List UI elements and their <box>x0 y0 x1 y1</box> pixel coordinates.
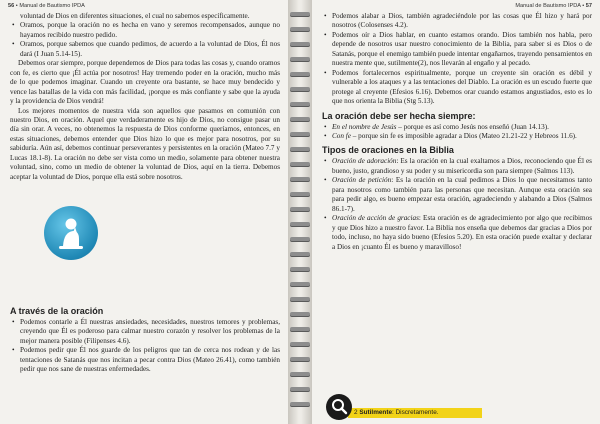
binding-ring <box>290 87 310 91</box>
bullet-item: • Podemos contarle a Él nuestras ansiedades, necesidades, nuestros temores y problemas, creyendo que Él es poderoso para calmar nuestro corazón y resolver los problemas de la mejor manera posible (Filipenses 4.6). <box>10 318 280 346</box>
bullet-text: : Es la oración en la cual pedimos a Dios lo que necesitamos tanto para nosotros como también para las personas que necesitan. Aunque esta oración sea para pedir algo, es bueno empezar esta oración, agradeciendo y alabando a Dios (Salmos 86.1-7). <box>332 176 592 213</box>
left-page <box>0 0 288 424</box>
left-page-header: 56 • Manual de Bautismo IPDA <box>8 3 85 9</box>
section-title: La oración debe ser hecha siempre: <box>322 110 476 121</box>
left-text-block <box>10 12 280 224</box>
paragraph: Debemos orar siempre, porque dependemos de Dios para todas las cosas y, cuando oramos con fe, es cierto que ¡Él actúa por nosotros! Hay tremendo poder en la oración, mucho más de lo que podemos imaginar. Cuando un creyente ora bastante, se hace muy bendecido y vence las batallas de la vida con más facilidad, ¡porque es más confiante y sabe que la ayuda y la providencia de Dios vendrá! <box>10 59 280 106</box>
bullet-term: Oración de petición <box>332 176 392 185</box>
right-page-number: 57 <box>585 3 592 9</box>
binding-ring <box>290 177 310 181</box>
bullet-item: • Oramos, porque la oración no es hecha en vano y seremos recompensados, aunque no hayamos recibido nuestro pedido. <box>10 21 280 40</box>
bullet-item <box>322 176 592 214</box>
bullet-term: Oración de acción de gracias <box>332 214 419 223</box>
bullet-text: : Es la oración en la cual exaltamos a Dios, reconociendo que Él es bueno, justo, grandioso y su poder y su misericordia son para siempre (Salmos 113). <box>332 157 592 175</box>
binding-ring <box>290 207 310 211</box>
binding-ring <box>290 72 310 76</box>
footnote-term: Sutilmente <box>359 409 393 416</box>
right-text-block <box>322 12 592 252</box>
footnote-text: : Discretamente. <box>392 409 439 416</box>
footnote-bar <box>348 408 482 418</box>
bullet-item: • Podemos fortalecernos espiritualmente, porque un creyente sin oración es débil y vulnerable a los ataques y a las tentaciones del Diablo. La oración es un escudo fuerte que protege al creyente (Efesios 6.16). Debemos orar cuando estamos angustiados, esto es lo que nos orienta la Biblia (Stg 5.13). <box>322 69 592 107</box>
binding-ring <box>290 222 310 226</box>
bullet-item <box>322 157 592 176</box>
bullet-text: – porque es así como Jesús nos enseñó (Juan 14.13). <box>396 122 549 131</box>
bullet-term: Oración de adoración <box>332 157 397 166</box>
binding-ring <box>290 42 310 46</box>
binding-ring <box>290 267 310 271</box>
binding-ring <box>290 192 310 196</box>
binding-ring <box>290 387 310 391</box>
binding-ring <box>290 237 310 241</box>
bullet-item <box>322 214 592 252</box>
bullet-item <box>322 123 592 132</box>
bullet-item: • Podemos pedir que Él nos guarde de los peligros que tan de cerca nos rodean y de las tentaciones de Satanás que nos incitan a pecar contra Dios (Mateo 26.41), como también pedir que nos sane de nuestras enfermedades. <box>10 346 280 374</box>
section-title: Tipos de oraciones en la Biblia <box>322 145 454 156</box>
binding-ring <box>290 327 310 331</box>
paragraph: voluntad de Dios en diferentes situaciones, el cual no sabemos específicamente. <box>20 12 250 20</box>
praying-figure-icon <box>44 206 98 260</box>
right-page <box>312 0 600 424</box>
bullet-term: En el nombre de Jesús <box>332 122 397 131</box>
binding-ring <box>290 162 310 166</box>
binding-ring <box>290 342 310 346</box>
binding-ring <box>290 297 310 301</box>
binding-ring <box>290 57 310 61</box>
binding-ring <box>290 102 310 106</box>
binding-ring <box>290 312 310 316</box>
footnote-area <box>312 402 600 424</box>
left-section <box>10 302 280 375</box>
right-page-header: Manual de Bautismo IPDA • 57 <box>515 3 592 9</box>
binding-ring <box>290 12 310 16</box>
binding-ring <box>290 252 310 256</box>
paragraph: Los mejores momentos de nuestra vida son aquellos que pasamos en comunión con nuestro Dios, en oración. Aquel que verdaderamente es hijo de Dios, no consigue pasar un día sin orar. A veces, no obtenemos la respuesta de Dios conforme queríamos, entonces, en estas situaciones, debemos entender que Dios hizo lo que es mejor para nosotros, por su sabiduría. Aún así, debemos continuar perseverantes y persistentes en la oración (Mateo 7.7 y Lucas 18.1-8). La oración no debe ser vista como un medio, solamente para obtener nuestra voluntad, sino, como un medio de obtener la voluntad de Dios, aquí en la tierra. Debemos aceptar la voluntad de Dios, porque ella está sobre nosotros. <box>10 106 280 181</box>
bullet-item <box>322 132 592 141</box>
binding-ring <box>290 27 310 31</box>
binding-ring <box>290 132 310 136</box>
left-page-number: 56 <box>8 3 15 9</box>
bullet-item: • Podemos oír a Dios hablar, en cuanto estamos orando. Dios también nos habla, pero depende de nosotros usar nuestro conocimiento de la Biblia, para saber si es Dios o de Satanás, porque el enemigo también puede intentar engañarnos, trayendo pensamientos en nuestra mente que, sutilmente(2), nos llevarán al engaño y al pecado. <box>322 31 592 69</box>
magnifier-icon <box>326 394 352 420</box>
bullet-text: – porque sin fe es imposible agradar a Dios (Mateo 21.21-22 y Hebreos 11.6). <box>350 131 577 140</box>
binding-ring <box>290 147 310 151</box>
footnote-number: 2 <box>354 409 358 416</box>
binding-ring <box>290 357 310 361</box>
binding-ring <box>290 402 310 406</box>
binding-ring <box>290 372 310 376</box>
bullet-text: : Esta oración es de agradecimiento por algo que recibimos y que Dios hizo a nuestro favor. La Biblia nos enseña que debemos dar gracias a Dios por todo, incluso, no haya sido bueno (Efesios 5.20). En esta oración puede exaltar y declarar a Dios en ¡cuanto Él es bueno y maravilloso! <box>332 214 593 251</box>
section-title: A través de la oración <box>10 306 104 316</box>
left-running-head: Manual de Bautismo IPDA <box>19 3 85 9</box>
bullet-item: • Oramos, porque sabemos que cuando pedimos, de acuerdo a la voluntad de Dios, Él nos dará (I Juan 5.14-15). <box>10 40 280 59</box>
binding-ring <box>290 117 310 121</box>
binding-ring <box>290 282 310 286</box>
spiral-binding <box>288 0 312 424</box>
bullet-item: • Podemos alabar a Dios, también agradeciéndole por las cosas que Él hizo y hará por nosotros (Colosenses 4.2). <box>322 12 592 31</box>
bullet-term: Con fe <box>332 131 351 140</box>
right-running-head: Manual de Bautismo IPDA <box>515 3 581 9</box>
